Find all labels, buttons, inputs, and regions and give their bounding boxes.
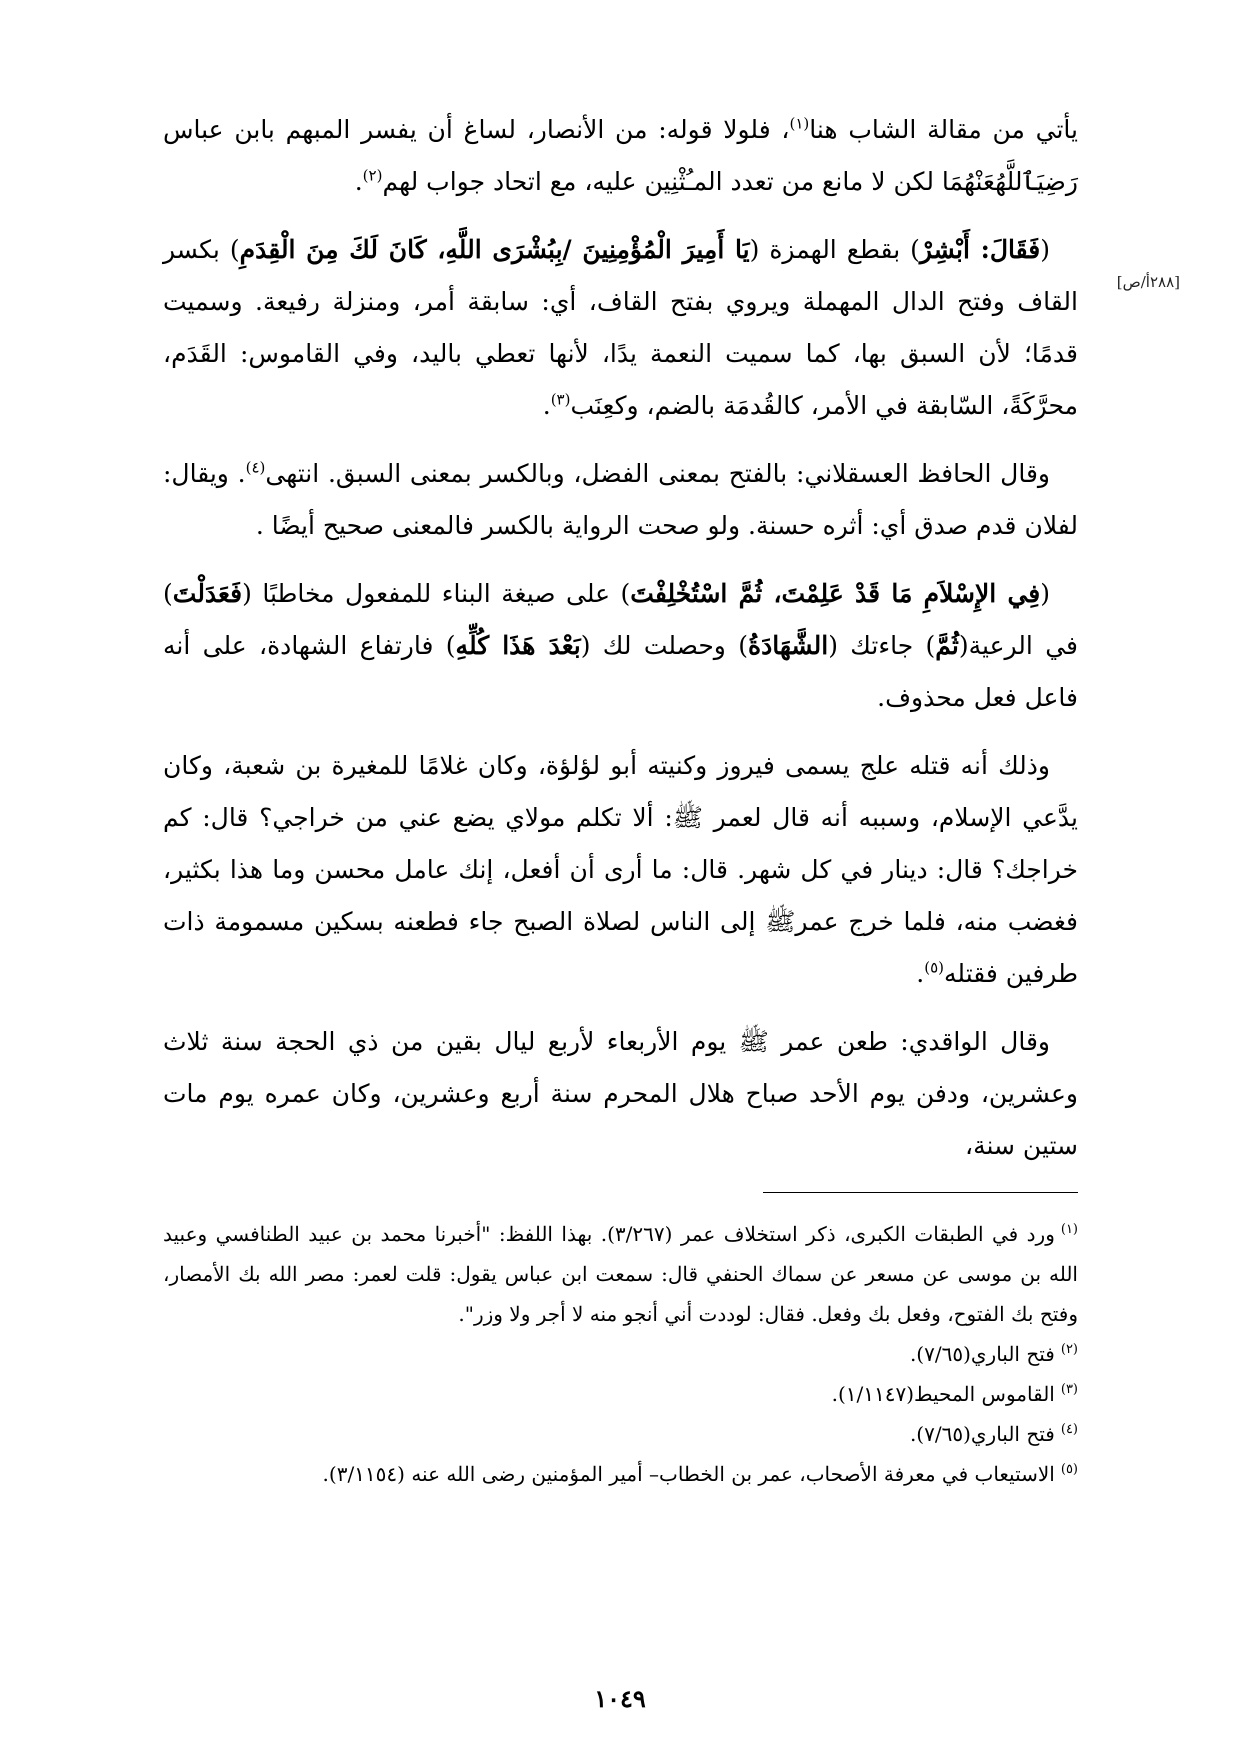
page-number: ١٠٤٩ — [594, 1684, 646, 1713]
footnote-ref-5[interactable]: (٥) — [924, 958, 945, 977]
text-run: ( — [1040, 235, 1050, 264]
footnote-number: (٥) — [1060, 1462, 1078, 1478]
footnote-ref-1[interactable]: (١) — [789, 114, 810, 133]
text-run: وقال الحافظ العسقلاني: بالفتح بمعنى الفضل، وبالكسر بمعنى السبق. انتهى — [265, 459, 1050, 488]
hadith-quote: فَقَالَ: أَبْشِرْ — [919, 235, 1041, 264]
text-run: ) جاءتك ( — [828, 631, 936, 660]
text-run: يأتي من مقالة الشاب هنا — [809, 115, 1079, 144]
paragraph-2 — [163, 224, 1078, 432]
footnote-number: (١) — [1060, 1222, 1078, 1238]
text-run: ) في الرعية( — [163, 579, 1078, 660]
paragraph-1 — [163, 104, 1078, 208]
paragraph-6 — [163, 1016, 1078, 1172]
hadith-quote: فِي الإِسْلاَمِ مَا قَدْ عَلِمْتَ، ثُمَّ اسْتُخْلِفْتَ — [630, 579, 1041, 608]
hadith-quote: بَعْدَ هَذَا كُلِّهِ — [455, 631, 581, 660]
text-run: . — [542, 391, 551, 420]
footnote-number: (٣) — [1060, 1382, 1078, 1398]
footnote-2 — [163, 1334, 1078, 1374]
footnote-text: القاموس المحيط(١/١١٤٧). — [831, 1382, 1055, 1406]
text-run: ) بكسر القاف وفتح الدال المهملة ويروي بفتح القاف، أي: سابقة أمر، ومنزلة رفيعة. وسميت قدمًا؛ لأن السبق بها، كما سميت النعمة يدًا، لأنها تعطي باليد، وفي القاموس: القَدَم، محرَّكَةً، السّابقة في الأمر، كالقُدمَة بالضم، وكعِنَب — [163, 235, 1078, 420]
footnote-text: الاستيعاب في معرفة الأصحاب، عمر بن الخطاب– أمير المؤمنين رضى الله عنه (٣/١١٥٤). — [322, 1462, 1055, 1486]
hadith-quote: ثُمَّ — [935, 631, 959, 660]
text-run: ) بقطع الهمزة ( — [749, 235, 920, 264]
footnotes — [163, 1214, 1078, 1494]
text-run: وذلك أنه قتله علج يسمى فيروز وكنيته أبو لؤلؤة، وكان غلامًا للمغيرة بن شعبة، وكان يدَّعي الإسلام، وسببه أنه قال لعمر ﷺ: ألا تكلم مولاي يضع عني من خراجي؟ قال: كم خراجك؟ قال: دينار في كل شهر. قال: ما أرى أن أفعل، إنك عامل محسن وما هذا بكثير، فغضب منه، فلما خرج عمرﷺ إلى الناس لصلاة الصبح جاء فطعنه بسكين مسمومة ذات طرفين فقتله — [163, 751, 1078, 988]
footnote-text: فتح الباري(٧/٦٥). — [909, 1422, 1055, 1446]
manuscript-folio-note: [٢٨٨أ/ص] — [1116, 273, 1180, 291]
footnote-text: فتح الباري(٧/٦٥). — [909, 1342, 1055, 1366]
hadith-quote: يَا أَمِيرَ الْمُؤْمِنِينَ /بِبُشْرَى اللَّهِ، كَانَ لَكَ مِنَ الْقِدَمِ — [239, 235, 750, 264]
footnote-text: ورد في الطبقات الكبرى، ذكر استخلاف عمر (٣/٢٦٧). بهذا اللفظ: "أخبرنا محمد بن عبيد الطنافسي وعبيد الله بن موسى عن مسعر عن سماك الحنفي قال: سمعت ابن عباس يقول: قلت لعمر: مصر الله بك الأمصار، وفتح بك الفتوح، وفعل بك وفعل. فقال: لوددت أني أنجو منه لا أجر ولا وزر". — [163, 1222, 1078, 1326]
footnote-3 — [163, 1374, 1078, 1414]
text-run: . — [354, 167, 363, 196]
text-run: ( — [1040, 579, 1050, 608]
text-run: ) وحصلت لك ( — [580, 631, 748, 660]
paragraph-3 — [163, 448, 1078, 552]
main-text — [163, 104, 1078, 1188]
text-run: ) على صيغة البناء للمفعول مخاطبًا ( — [242, 579, 631, 608]
paragraph-4 — [163, 568, 1078, 724]
hadith-quote: فَعَدَلْتَ — [172, 579, 243, 608]
hadith-quote: الشَّهَادَةُ — [747, 631, 829, 660]
footnote-ref-2[interactable]: (٢) — [362, 166, 383, 185]
footnote-number: (٤) — [1060, 1422, 1078, 1438]
paragraph-5 — [163, 740, 1078, 1000]
text-run: . ويقال: لفلان قدم صدق أي: أثره حسنة. ولو صحت الرواية بالكسر فالمعنى صحيح أيضًا . — [163, 459, 1078, 540]
footnote-ref-4[interactable]: (٤) — [245, 458, 266, 477]
text-run: ، فلولا قوله: من الأنصار، لساغ أن يفسر المبهم بابن عباس رَضِيَٱللَّهُعَنْهُمَا لكن لا مانع من تعدد المـُثْنِين عليه، مع اتحاد جواب لهم — [163, 115, 1078, 196]
footnote-separator — [763, 1192, 1078, 1193]
footnote-number: (٢) — [1060, 1342, 1078, 1358]
text-run: وقال الواقدي: طعن عمر ﷺ يوم الأربعاء لأربع ليال بقين من ذي الحجة سنة ثلاث وعشرين، ودفن يوم الأحد صباح هلال المحرم سنة أربع وعشرين، وكان عمره يوم مات ستين سنة، — [163, 1027, 1078, 1160]
text-run: ) فارتفاع الشهادة، على أنه فاعل فعل محذوف. — [163, 631, 1078, 712]
footnote-5 — [163, 1454, 1078, 1494]
footnote-ref-3[interactable]: (٣) — [550, 390, 571, 409]
text-run: . — [916, 959, 925, 988]
footnote-4 — [163, 1414, 1078, 1454]
footnote-1 — [163, 1214, 1078, 1334]
